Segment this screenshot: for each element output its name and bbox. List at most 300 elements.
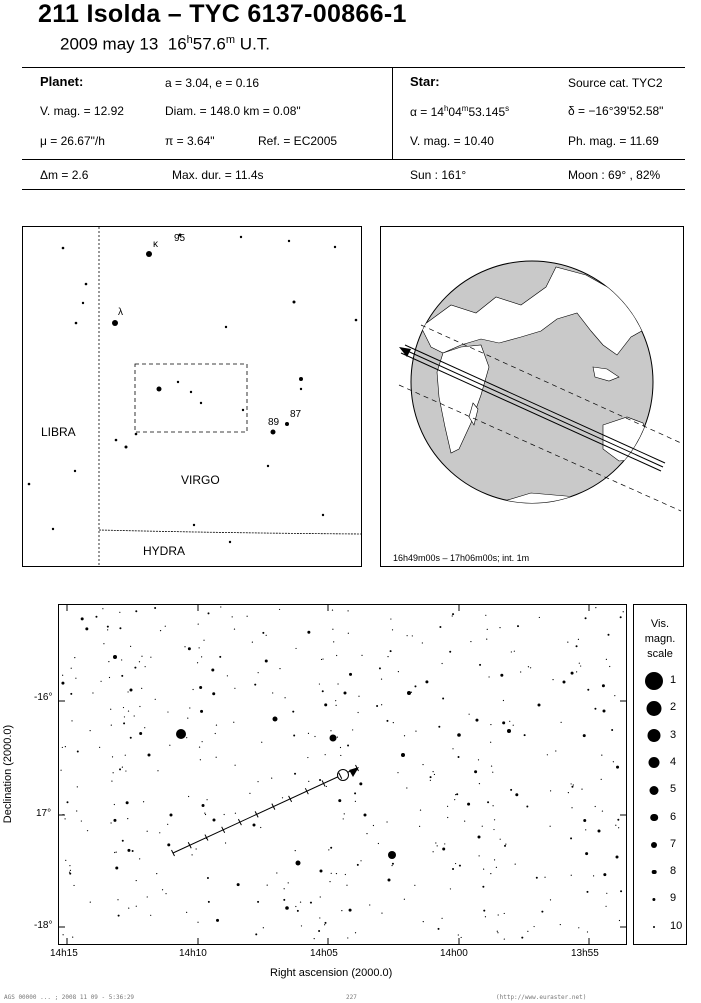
field-star [145, 666, 146, 667]
field-star [461, 937, 462, 938]
field-star [69, 873, 71, 875]
field-star [177, 381, 179, 383]
field-star [620, 890, 622, 892]
field-star [404, 899, 405, 900]
field-star [358, 696, 359, 697]
field-star [487, 801, 489, 803]
field-star [253, 824, 256, 827]
field-star [585, 852, 588, 855]
field-star [279, 668, 280, 669]
field-star [598, 830, 601, 833]
field-star [378, 843, 379, 844]
field-star [61, 682, 64, 685]
field-star [536, 877, 538, 879]
field-star [576, 645, 578, 647]
field-star [314, 938, 315, 939]
field-star [434, 774, 435, 775]
ra-h-unit: h [443, 104, 449, 113]
field-star [99, 747, 100, 748]
info-divider [392, 67, 393, 159]
field-star [490, 742, 491, 743]
field-star [583, 734, 586, 737]
field-star [452, 615, 453, 616]
field-star [324, 924, 325, 925]
field-star [452, 868, 454, 870]
field-star [271, 778, 272, 779]
field-star [593, 875, 594, 876]
field-star [193, 524, 195, 526]
page-title: 211 Isolda – TYC 6137-00866-1 [38, 0, 407, 28]
field-star [139, 858, 140, 859]
field-star [202, 741, 203, 742]
field-star [579, 663, 580, 664]
field-star [224, 814, 225, 815]
asteroid-path [173, 768, 357, 853]
field-star [114, 804, 115, 805]
field-star [414, 685, 416, 687]
field-star [136, 880, 137, 881]
field-star [188, 647, 191, 650]
field-star [349, 909, 352, 912]
legend-magnitude-label: 8 [670, 865, 677, 878]
x-tick-label: 14h05 [310, 948, 338, 959]
field-star [552, 679, 553, 680]
field-star [160, 630, 161, 631]
field-star [388, 851, 396, 859]
legend-magnitude-label: 6 [670, 810, 677, 823]
field-star [414, 885, 415, 886]
field-star [103, 643, 104, 644]
star-label-95: 95 [174, 233, 186, 244]
field-star [490, 873, 491, 874]
field-star [390, 650, 392, 652]
field-star [319, 683, 320, 684]
field-star [499, 627, 500, 628]
field-star [433, 771, 434, 772]
field-star [442, 697, 444, 699]
field-star [139, 732, 142, 735]
field-star [607, 634, 609, 636]
field-star [611, 729, 613, 731]
field-star [322, 690, 324, 692]
field-star [352, 729, 353, 730]
field-star [379, 667, 381, 669]
field-star [249, 793, 250, 794]
field-star [357, 712, 358, 713]
constellation-boundary [99, 530, 361, 534]
field-star [125, 755, 126, 756]
field-star [74, 657, 75, 658]
planet-heading: Planet: [40, 74, 84, 89]
field-star [283, 899, 285, 901]
field-star [52, 528, 54, 530]
australia [603, 417, 649, 461]
event-datetime [60, 34, 270, 55]
field-star [308, 781, 309, 782]
field-star [141, 688, 142, 689]
field-star [504, 913, 505, 914]
field-star [162, 889, 163, 890]
field-star [167, 711, 168, 712]
legend-magnitude-dot [648, 729, 661, 742]
field-star [474, 770, 477, 773]
field-star [492, 805, 493, 806]
field-star [233, 722, 234, 723]
field-star [550, 790, 551, 791]
field-star [437, 845, 438, 846]
field-star [538, 704, 541, 707]
field-star [186, 912, 187, 913]
field-star [121, 675, 123, 677]
field-star [216, 725, 217, 726]
legend-magnitude-label: 3 [670, 728, 677, 741]
field-star [555, 750, 556, 751]
field-star [225, 842, 226, 843]
field-star [544, 877, 545, 878]
field-star [112, 320, 118, 326]
field-star [344, 813, 345, 814]
field-star [347, 937, 348, 938]
finder-stars [28, 234, 358, 544]
field-star [345, 874, 346, 875]
field-star [110, 709, 111, 710]
field-star [412, 635, 413, 636]
field-star [198, 623, 199, 624]
field-star [258, 672, 259, 673]
field-star [75, 678, 76, 679]
star-label-lambda: λ [118, 307, 123, 318]
field-star [488, 676, 489, 677]
field-star [336, 655, 337, 656]
field-star [235, 813, 236, 814]
star-vmag: V. mag. = 10.40 [410, 134, 494, 148]
field-star [392, 629, 393, 630]
field-star [478, 759, 479, 760]
field-star [571, 786, 573, 788]
field-star [293, 301, 296, 304]
field-star [509, 721, 510, 722]
field-star [524, 734, 526, 736]
field-star [560, 924, 561, 925]
field-star [272, 692, 273, 693]
field-star [386, 720, 388, 722]
field-star [514, 651, 515, 652]
field-star [208, 901, 210, 903]
field-star [143, 801, 144, 802]
moon-info: Moon : 69° , 82% [568, 168, 661, 182]
field-star [76, 810, 77, 811]
field-star [490, 724, 491, 725]
field-star [485, 615, 486, 616]
field-star [187, 718, 188, 719]
field-star [262, 632, 264, 634]
field-star [62, 247, 65, 250]
field-star [292, 711, 294, 713]
field-star [500, 674, 503, 677]
field-star [526, 805, 528, 807]
field-star [561, 722, 562, 723]
field-star [441, 918, 442, 919]
field-star [425, 680, 428, 683]
field-star [319, 917, 320, 918]
field-star [580, 665, 581, 666]
field-star [619, 920, 620, 921]
field-star [122, 767, 123, 768]
field-star [213, 819, 216, 822]
field-star [139, 706, 140, 707]
field-star [114, 852, 115, 853]
ra-minutes: 04 [448, 105, 462, 119]
field-star [124, 716, 125, 717]
field-star [201, 656, 202, 657]
field-star [595, 607, 596, 608]
field-star [65, 860, 66, 861]
field-star [186, 737, 187, 738]
field-star [116, 852, 117, 853]
field-star [486, 638, 487, 639]
field-star [157, 770, 158, 771]
field-star [199, 747, 200, 748]
field-star [340, 747, 341, 748]
field-star [482, 826, 483, 827]
field-star [157, 387, 162, 392]
field-star [301, 925, 302, 926]
field-star [165, 626, 166, 627]
field-star [541, 911, 543, 913]
field-star [111, 780, 112, 781]
field-star [438, 726, 440, 728]
field-star [95, 616, 97, 618]
field-star [192, 689, 193, 690]
field-star [398, 671, 399, 672]
field-star [513, 725, 514, 726]
field-star [267, 465, 269, 467]
field-star [346, 885, 347, 886]
field-star [507, 729, 511, 733]
globe-svg [381, 227, 683, 566]
field-star [415, 731, 416, 732]
field-star [127, 818, 128, 819]
finder-chart [22, 226, 362, 567]
field-star [109, 677, 110, 678]
field-star [122, 840, 124, 842]
field-star [216, 757, 217, 758]
field-star [485, 916, 486, 917]
field-star [500, 839, 501, 840]
field-star [225, 326, 227, 328]
field-star [284, 888, 285, 889]
field-star [320, 870, 323, 873]
field-star [324, 703, 327, 706]
ra-m-unit: m [461, 104, 469, 113]
field-star [504, 938, 505, 939]
field-star [119, 612, 120, 613]
field-star [113, 655, 117, 659]
field-star [397, 772, 398, 773]
field-star [295, 850, 296, 851]
field-star [615, 825, 616, 826]
field-star [483, 910, 485, 912]
field-star [583, 819, 586, 822]
field-star [123, 707, 124, 708]
asteroid-track [172, 765, 360, 856]
field-star [595, 806, 596, 807]
constellation-libra: LIBRA [41, 425, 76, 439]
field-star [340, 755, 341, 756]
field-star [423, 921, 424, 922]
legend-magnitude-label: 10 [670, 919, 683, 932]
x-tick-label: 14h10 [179, 948, 207, 959]
footer-left: AGS 00000 ... ; 2008 11 09 - 5:36:29 [4, 994, 135, 1001]
field-star [504, 845, 506, 847]
field-star [112, 756, 113, 757]
field-star [207, 877, 209, 879]
field-star [123, 722, 125, 724]
field-star [128, 710, 129, 711]
field-star [70, 693, 72, 695]
field-star [492, 772, 493, 773]
star-heading: Star: [410, 74, 440, 89]
field-star [455, 794, 456, 795]
field-star [322, 514, 324, 516]
field-star [319, 779, 321, 781]
field-star [156, 873, 157, 874]
field-star [242, 409, 244, 411]
field-star [77, 750, 79, 752]
field-star [197, 922, 198, 923]
field-star [247, 616, 248, 617]
legend-magnitude-label: 9 [670, 892, 677, 905]
legend-magnitude-label: 4 [670, 755, 677, 768]
field-star [381, 704, 382, 705]
field-star [65, 746, 66, 747]
field-star [586, 891, 588, 893]
field-star [135, 610, 137, 612]
field-star [271, 430, 276, 435]
detail-chart-svg [59, 605, 626, 944]
field-star [326, 786, 327, 787]
field-star [191, 854, 192, 855]
field-star [90, 901, 91, 902]
field-star [602, 810, 603, 811]
field-star [237, 883, 240, 886]
field-star [458, 934, 459, 935]
legend-magnitude-dot [650, 814, 658, 822]
field-star [605, 906, 606, 907]
legend-magnitude-label: 5 [670, 783, 677, 796]
field-star [587, 931, 588, 932]
field-star [147, 831, 148, 832]
field-star [113, 772, 114, 773]
field-star [620, 616, 622, 618]
field-star [438, 928, 440, 930]
field-star [439, 626, 441, 628]
field-star [127, 691, 128, 692]
sun-elongation: Sun : 161° [410, 168, 467, 182]
legend-title [634, 617, 686, 662]
field-star [115, 866, 118, 869]
field-star [205, 814, 206, 815]
field-star [515, 793, 518, 796]
field-star [235, 765, 236, 766]
field-star [64, 818, 65, 819]
field-star [601, 755, 602, 756]
field-star [126, 801, 129, 804]
field-star [102, 608, 103, 609]
legend-magnitude-dot [652, 898, 655, 901]
field-star [189, 707, 190, 708]
field-star [336, 873, 337, 874]
field-star [73, 885, 74, 886]
field-star [204, 813, 205, 814]
field-star [520, 671, 521, 672]
x-tick-label: 13h55 [571, 948, 599, 959]
field-star [482, 886, 484, 888]
field-star [571, 875, 572, 876]
field-star [602, 684, 605, 687]
field-star [483, 869, 484, 870]
field-star [257, 781, 258, 782]
field-star [571, 783, 572, 784]
field-star [146, 251, 152, 257]
field-star [294, 773, 296, 775]
field-star [107, 626, 109, 628]
field-star [450, 888, 451, 889]
field-star [442, 663, 443, 664]
field-star [148, 754, 151, 757]
field-star [444, 843, 445, 844]
field-star [585, 829, 586, 830]
field-star [215, 733, 216, 734]
field-star [550, 826, 551, 827]
field-star [130, 646, 131, 647]
field-star [369, 904, 370, 905]
field-star [587, 689, 589, 691]
planet-vmag: V. mag. = 12.92 [40, 104, 124, 118]
field-star [216, 919, 219, 922]
field-star [167, 824, 168, 825]
field-star [63, 934, 64, 935]
legend-magnitude-dot [650, 786, 659, 795]
legend-magnitude-label: 7 [670, 837, 677, 850]
field-star [373, 825, 374, 826]
field-star [349, 673, 352, 676]
field-star [219, 656, 221, 658]
field-star [62, 675, 63, 676]
magnitude-legend [633, 604, 687, 945]
time-scale: U.T. [239, 34, 271, 54]
field-star [497, 931, 498, 932]
max-duration: Max. dur. = 11.4s [172, 168, 264, 182]
field-star [606, 659, 607, 660]
field-star [134, 715, 135, 716]
field-star [299, 377, 303, 381]
footer-right: (http://www.euraster.net) [496, 994, 587, 1001]
info-top-rule [22, 67, 685, 68]
planet-diameter: Diam. = 148.0 km = 0.08" [165, 104, 301, 118]
legend-title-line: magn. [644, 633, 676, 645]
field-star [130, 737, 132, 739]
field-star [227, 675, 228, 676]
field-star [85, 627, 88, 630]
field-star [125, 770, 126, 771]
field-star [452, 613, 454, 615]
field-star [333, 641, 334, 642]
legend-magnitude-dot [653, 926, 655, 928]
field-star [330, 847, 332, 849]
event-hour: 16 [167, 34, 187, 54]
field-star [197, 662, 198, 663]
